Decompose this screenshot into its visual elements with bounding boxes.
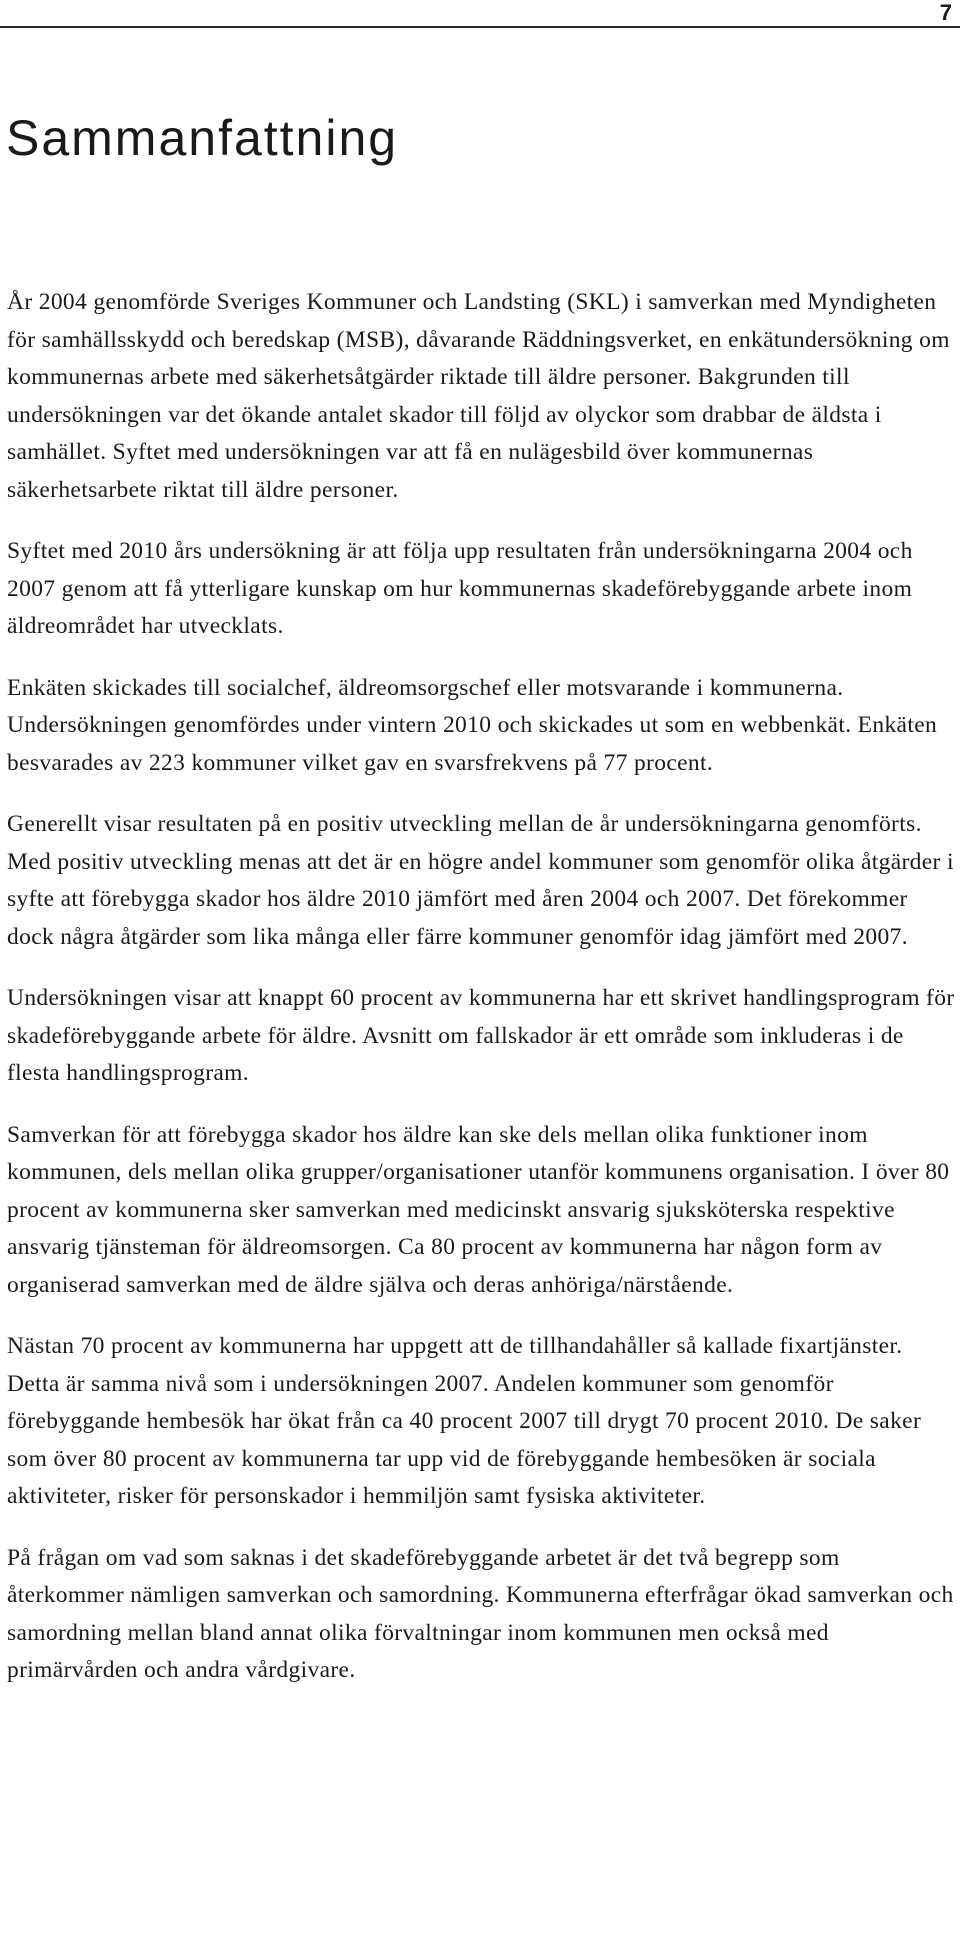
page-number: 7 xyxy=(939,0,952,25)
paragraph-method: Enkäten skickades till socialchef, äldreomsorgschef eller motsvarande i kommunerna. Undersökningen genomfördes under vintern 2010 och skickades ut som en webbenkät. Enkäten besvarades av 223 kommuner vilket gav en svarsfrekvens på 77 procent. xyxy=(7,674,938,776)
paragraph-missing: På frågan om vad som saknas i det skadeförebyggande arbetet är det två begrepp som återkommer nämligen samverkan och samordning. Kommunerna efterfrågar ökad samverkan och samordning mellan bland annat olika förvaltningar inom kommunen men också med primärvården och andra vårdgivare. xyxy=(7,1544,954,1683)
page-title: Sammanfattning xyxy=(6,110,399,166)
paragraph-background: År 2004 genomförde Sveriges Kommuner och Landsting (SKL) i samverkan med Myndigheten för samhällsskydd och beredskap (MSB), dåvarande Räddningsverket, en enkätundersökning om kommunernas arbete med säkerhetsåtgärder riktade till äldre personer. Bakgrunden till undersökningen var det ökande antalet skador till följd av olyckor som drabbar de äldsta i samhället. Syftet med undersökningen var att få en nulägesbild över kommunernas säkerhetsarbete riktat till äldre personer. xyxy=(7,289,950,503)
paragraph-general-results: Generellt visar resultaten på en positiv utveckling mellan de år undersökningarna genomförts. Med positiv utveckling menas att det är en högre andel kommuner som genomför olika åtgärder i syfte att förebygga skador hos äldre 2010 jämfört med åren 2004 och 2007. Det förekommer dock några åtgärder som lika många eller färre kommuner genomför idag jämfört med 2007. xyxy=(7,811,954,950)
paragraph-action-program: Undersökningen visar att knappt 60 procent av kommunerna har ett skrivet handlingsprogram för skadeförebyggande arbete för äldre. Avsnitt om fallskador är ett område som inkluderas i de flesta handlingsprogram. xyxy=(7,985,955,1086)
header-rule xyxy=(0,26,960,28)
paragraph-cooperation: Samverkan för att förebygga skador hos äldre kan ske dels mellan olika funktioner inom kommunen, dels mellan olika grupper/organisationer utanför kommunens organisation. I över 80 procent av kommunerna sker samverkan med medicinskt ansvarig sjuksköterska respektive ansvarig tjänsteman för äldreomsorgen. Ca 80 procent av kommunerna har någon form av organiserad samverkan med de äldre själva och deras anhöriga/närstående. xyxy=(7,1121,950,1298)
paragraph-home-visits: Nästan 70 procent av kommunerna har uppgett att de tillhandahåller så kallade fixartjänster. Detta är samma nivå som i undersökningen 2007. Andelen kommuner som genomför förebyggande hembesök har ökat från ca 40 procent 2007 till drygt 70 procent 2010. De saker som över 80 procent av kommunerna tar upp vid de förebyggande hembesöken är sociala aktiviteter, risker för personskador i hemmiljön samt fysiska aktiviteter. xyxy=(7,1333,922,1509)
body-text xyxy=(7,284,957,1714)
paragraph-purpose: Syftet med 2010 års undersökning är att följa upp resultaten från undersökningarna 2004 och 2007 genom att få ytterligare kunskap om hur kommunernas skadeförebyggande arbete inom äldreområdet har utvecklats. xyxy=(7,538,913,639)
